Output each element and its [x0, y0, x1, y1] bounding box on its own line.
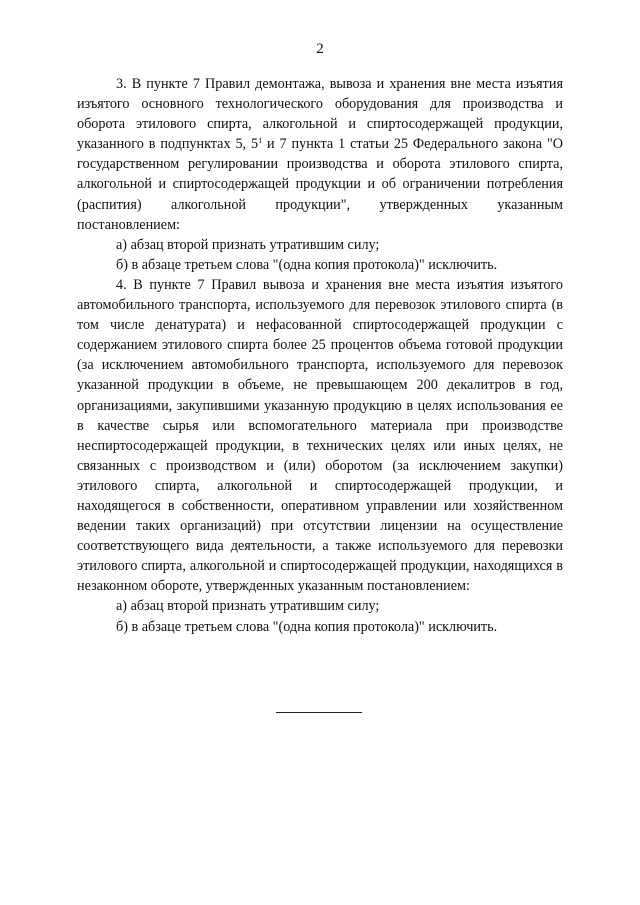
- paragraph-item-3-text-end: и 7 пункта 1 статьи 25 Федерального закона "О государственном регулировании производства и оборота этилового спирта, алкогольной и спиртосодержащей продукции и об ограничении потребления (распития) алкогольной продукции", утвержденных указанным постановлением:: [77, 136, 563, 233]
- paragraph-item-3: [77, 74, 563, 235]
- paragraph-item-4: 4. В пункте 7 Правил вывоза и хранения вне места изъятия изъятого автомобильного транспорта, используемого для перевозок этилового спирта (в том числе денатурата) и нефасованной спиртосодержащей продукции с содержанием этилового спирта более 25 процентов объема готовой продукции (за исключением автомобильного транспорта, используемого для перевозок указанной продукции в объеме, не превышающем 200 декалитров в год, организациями, закупившими указанную продукцию в целях использования ее в качестве сырья или вспомогательного материала при производстве неспиртосодержащей продукции, в технических целях или иных целях, не связанных с производством и (или) оборотом (за исключением закупки) этилового спирта, алкогольной и спиртосодержащей продукции, и находящегося в собственности, оперативном управлении или хозяйственном ведении таких организаций) при отсутствии лицензии на осуществление соответствующего вида деятельности, а также используемого для перевозки этилового спирта, алкогольной и спиртосодержащей продукции, находящихся в незаконном обороте, утвержденных указанным постановлением:: [77, 276, 563, 595]
- superscript-index: 1: [258, 136, 263, 146]
- paragraph-item-3-subitem-a: а) абзац второй признать утратившим силу;: [116, 236, 380, 253]
- paragraph-item-4-subitem-a: а) абзац второй признать утратившим силу;: [116, 598, 380, 615]
- paragraph-item-4-subitem-b: б) в абзаце третьем слова "(одна копия протокола)" исключить.: [116, 618, 498, 635]
- paragraph-item-3-subitem-b: б) в абзаце третьем слова "(одна копия протокола)" исключить.: [116, 256, 498, 273]
- paragraph-item-3-text-start: 3. В пункте 7 Правил демонтажа, вывоза и хранения вне места изъятия изъятого основного технологического оборудования для производства и оборота этилового спирта, алкогольной и спиртосодержащей продукции, указанного в подпунктах 5, 5: [77, 76, 563, 153]
- document-body: [77, 74, 563, 637]
- page-number: 2: [316, 41, 324, 57]
- end-of-text-divider: [276, 712, 362, 713]
